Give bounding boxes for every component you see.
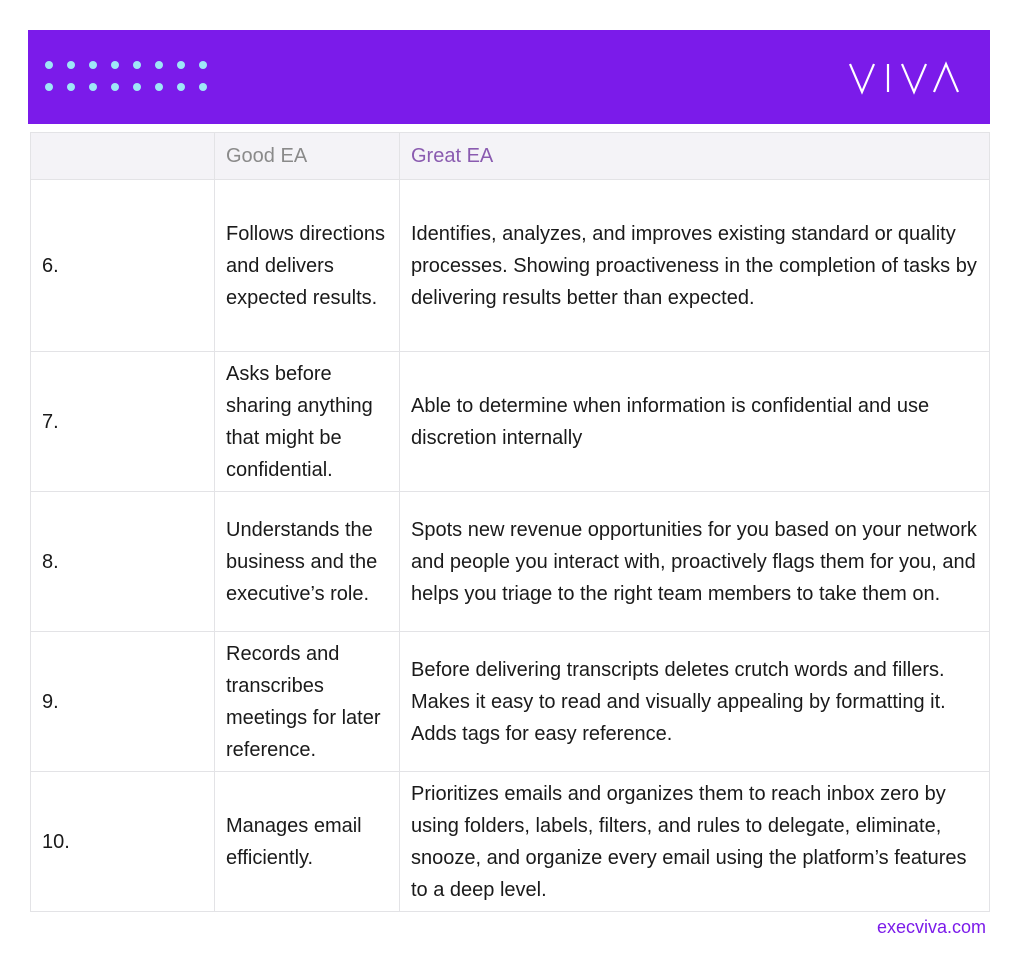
good-ea-cell: Manages email efficiently. [215,772,400,912]
great-ea-cell: Identifies, analyzes, and improves existing standard or quality processes. Showing proactiveness in the completion of tasks by delivering results better than expected. [400,180,990,352]
header-number [31,133,215,180]
table-header-row [31,133,990,180]
row-number: 9. [31,632,215,772]
good-ea-cell: Asks before sharing anything that might be confidential. [215,352,400,492]
great-ea-cell: Before delivering transcripts deletes crutch words and fillers. Makes it easy to read and visually appealing by formatting it. Adds tags for easy reference. [400,632,990,772]
viva-logo [848,52,962,100]
row-number: 6. [31,180,215,352]
row-number: 8. [31,492,215,632]
header-good-ea: Good EA [215,133,400,180]
good-ea-cell: Records and transcribes meetings for later reference. [215,632,400,772]
row-number: 10. [31,772,215,912]
good-ea-cell: Follows directions and delivers expected results. [215,180,400,352]
dot-pattern [45,61,221,105]
great-ea-cell: Prioritizes emails and organizes them to reach inbox zero by using folders, labels, filters, and rules to delegate, eliminate, snooze, and organize every email using the platform’s features to a deep level. [400,772,990,912]
table-row [31,492,990,632]
good-ea-cell: Understands the business and the executive’s role. [215,492,400,632]
header-great-ea: Great EA [400,133,990,180]
great-ea-cell: Able to determine when information is confidential and use discretion internally [400,352,990,492]
table-row [31,352,990,492]
table-row [31,772,990,912]
table-row [31,632,990,772]
table-row [31,180,990,352]
comparison-table [30,132,990,912]
row-number: 7. [31,352,215,492]
header-banner [28,30,990,124]
great-ea-cell: Spots new revenue opportunities for you based on your network and people you interact with, proactively flags them for you, and helps you triage to the right team members to take them on. [400,492,990,632]
website-link[interactable]: execviva.com [876,917,986,937]
